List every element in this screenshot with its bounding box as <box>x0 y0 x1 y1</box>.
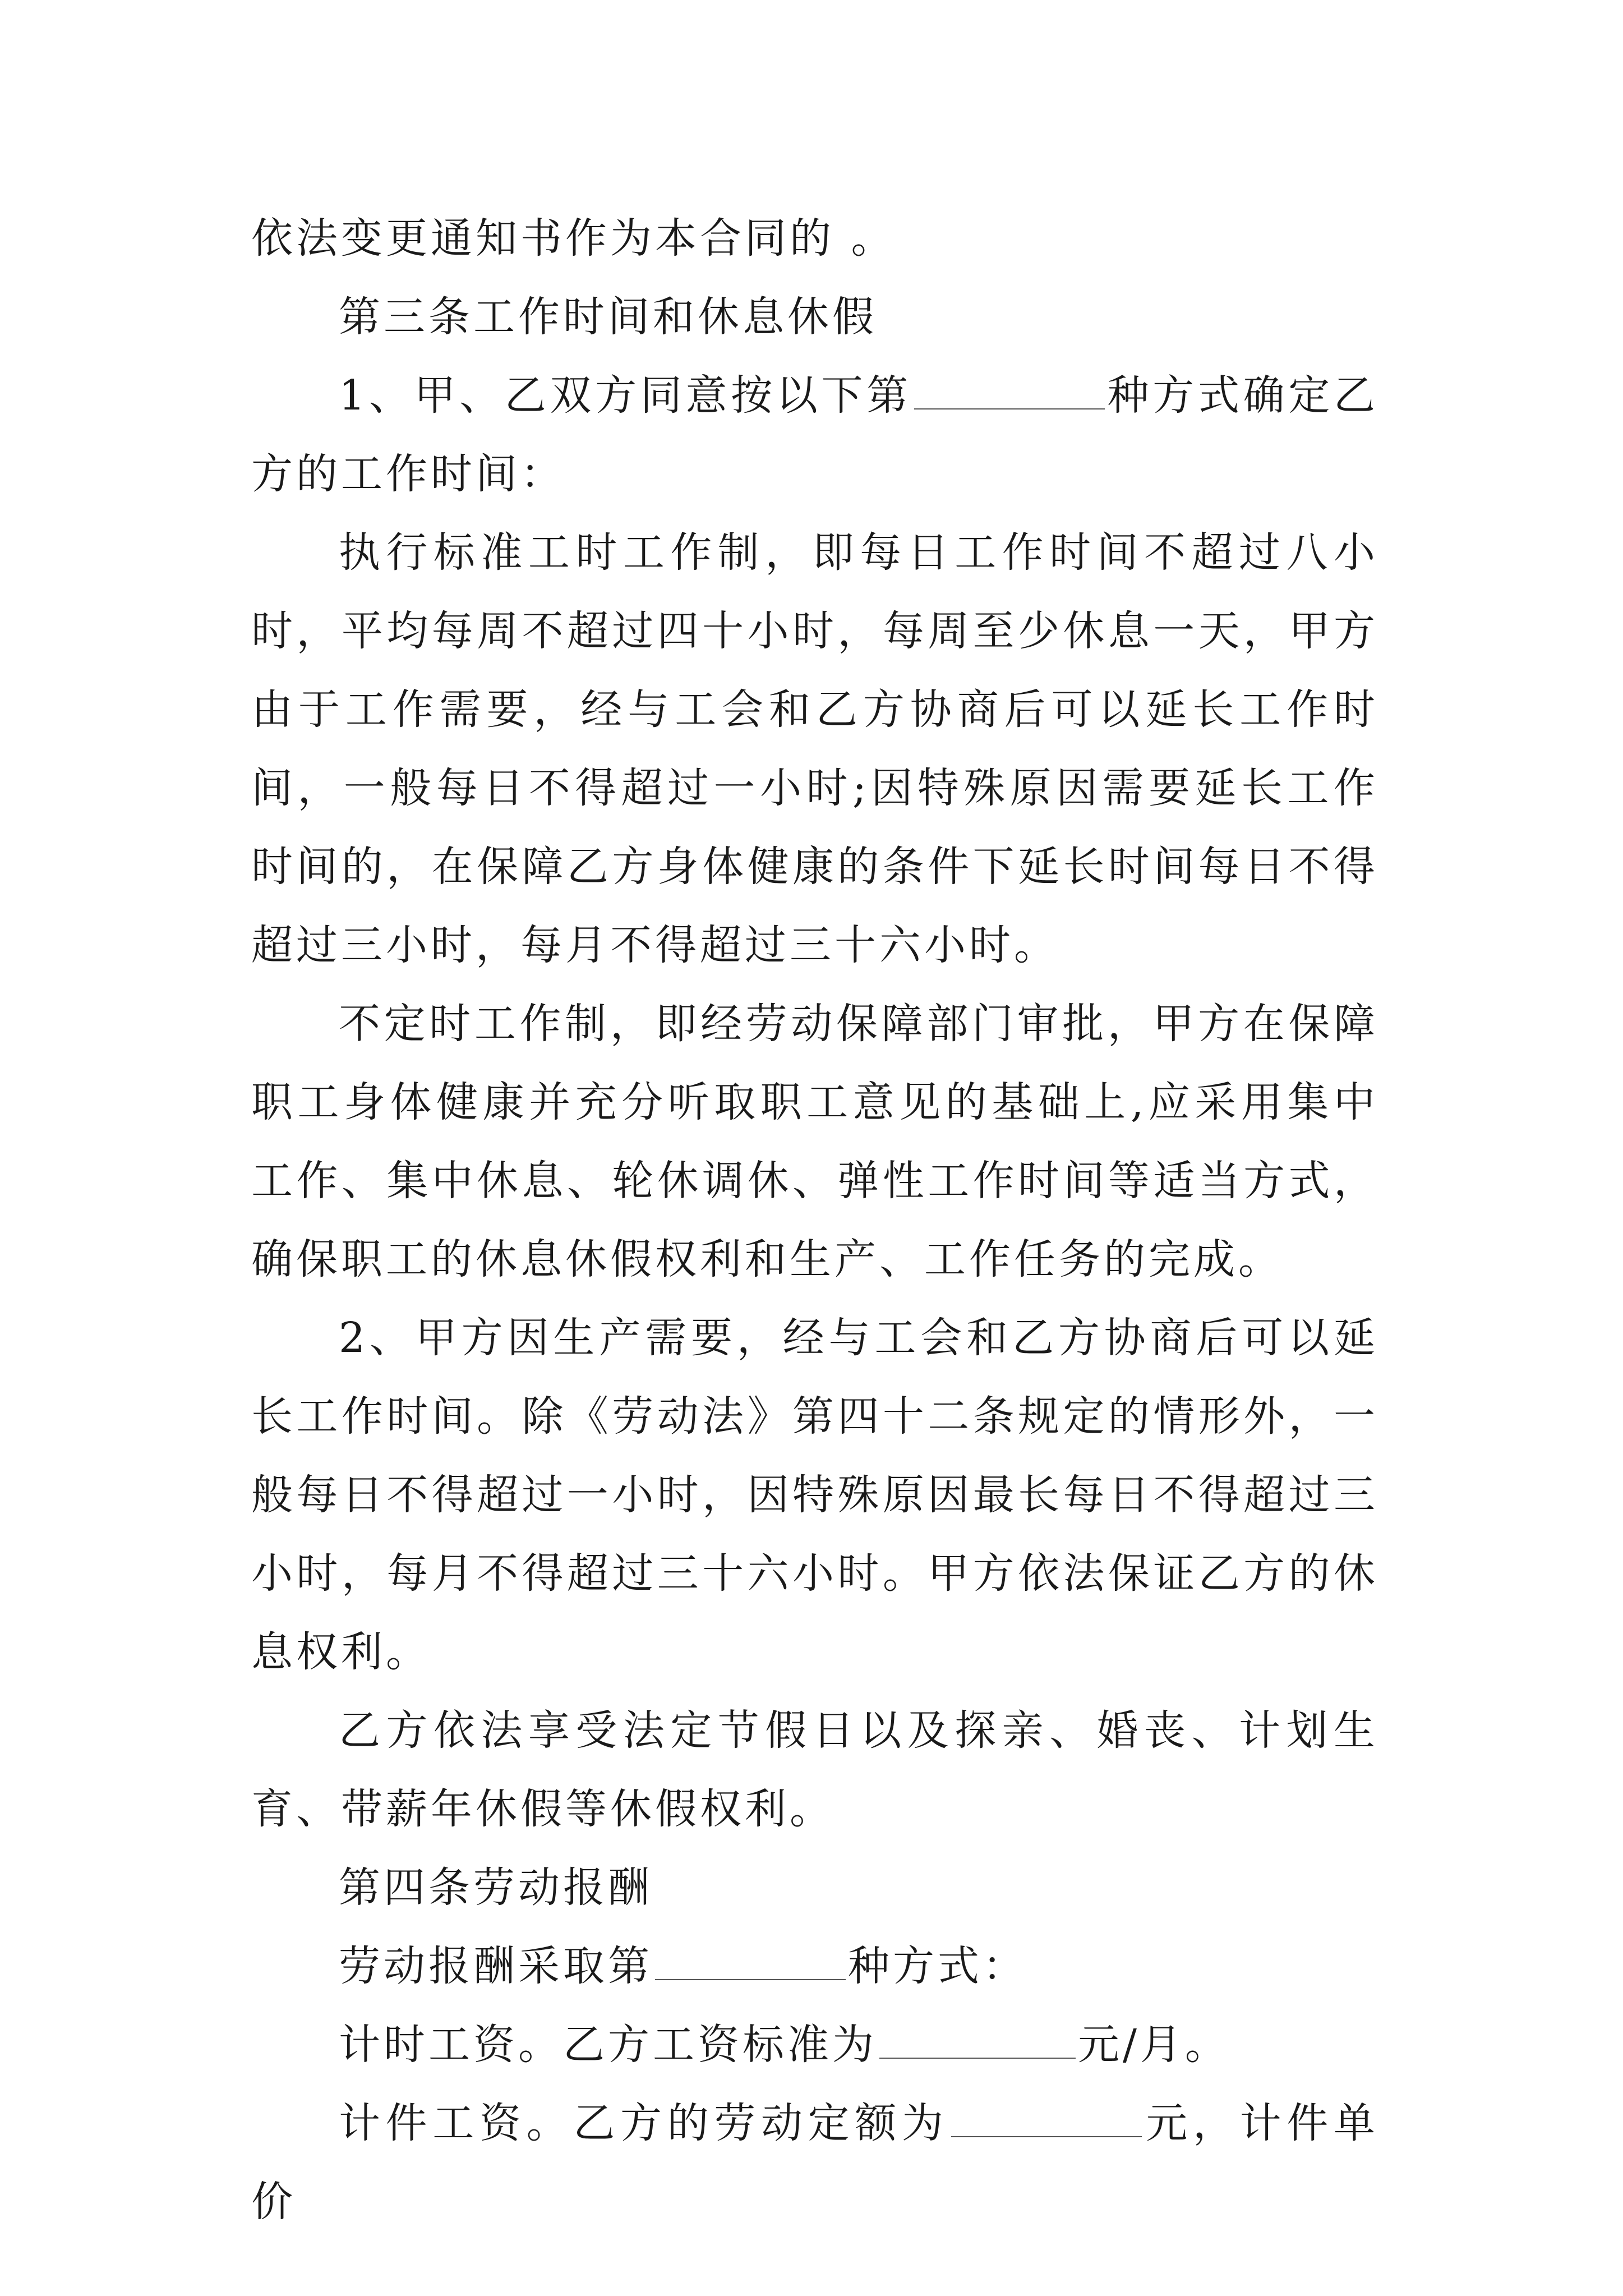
paragraph-continuation: 依法变更通知书作为本合同的 。 <box>251 214 896 263</box>
fill-in-blank[interactable] <box>655 1938 846 1980</box>
article-3-heading: 第三条工作时间和休息休假 <box>339 293 877 341</box>
fill-in-blank[interactable] <box>914 367 1105 409</box>
paragraph-work-time-method <box>251 356 1378 513</box>
article-4-heading: 第四条劳动报酬 <box>339 1864 653 1912</box>
paragraph-text: 种方式确定乙方的工作时间： <box>251 371 1378 498</box>
paragraph-text: 劳动报酬采取第 <box>339 1942 653 1990</box>
paragraph-flexible-hours: 不定时工作制，即经劳动保障部门审批，甲方在保障职工身体健康并充分听取职工意见的基础上,应采用集中工作、集中休息、轮休调休、弹性工作时间等适当方式，确保职工的休息休假权利和生产、工作任务的完成。 <box>251 1000 1378 1283</box>
paragraph-time-wage <box>251 2005 1378 2084</box>
paragraph-standard-hours: 执行标准工时工作制，即每日工作时间不超过八小时，平均每周不超过四十小时，每周至少休息一天，甲方由于工作需要，经与工会和乙方协商后可以延长工作时间，一般每日不得超过一小时;因特殊原因需要延长工作时间的，在保障乙方身体健康的条件下延长时间每日不得超过三小时，每月不得超过三十六小时。 <box>251 528 1378 969</box>
paragraph-overtime: 2、甲方因生产需要，经与工会和乙方协商后可以延长工作时间。除《劳动法》第四十二条规定的情形外，一般每日不得超过一小时，因特殊原因最长每日不得超过三小时，每月不得超过三十六小时。甲方依法保证乙方的休息权利。 <box>251 1314 1378 1676</box>
paragraph-text: 计件工资。乙方的劳动定额为 <box>339 2099 949 2147</box>
paragraph-pay-method <box>251 1927 1378 2005</box>
paragraph-text: 计时工资。乙方工资标准为 <box>339 2021 877 2069</box>
paragraph-text: 种方式： <box>848 1942 1027 1990</box>
fill-in-blank[interactable] <box>879 2016 1076 2059</box>
paragraph-holidays: 乙方依法享受法定节假日以及探亲、婚丧、计划生育、带薪年休假等休假权利。 <box>251 1706 1378 1833</box>
paragraph-text: 元/月。 <box>1078 2021 1230 2069</box>
paragraph-text: 1、甲、乙双方同意按以下第 <box>339 371 912 420</box>
paragraph-piece-wage <box>251 2084 1378 2241</box>
document-body <box>251 199 1378 2241</box>
paragraph-text: 元，计件单价 <box>251 2099 1379 2226</box>
fill-in-blank[interactable] <box>951 2095 1142 2137</box>
